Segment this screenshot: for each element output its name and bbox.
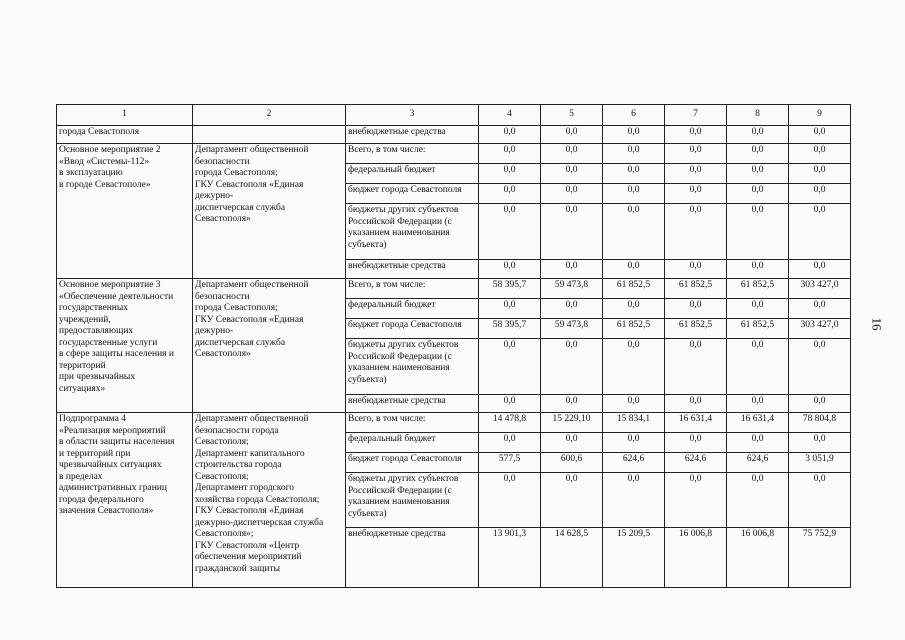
amount-cell: 0,0: [479, 473, 541, 528]
amount-cell: 0,0: [603, 184, 665, 204]
amount-cell: 78 804,8: [789, 413, 851, 433]
funding-source-cell: внебюджетные средства: [346, 260, 479, 279]
amount-cell: 0,0: [479, 164, 541, 184]
amount-cell: 0,0: [727, 204, 789, 260]
table-row: [57, 144, 851, 164]
funding-source-cell: федеральный бюджет: [346, 433, 479, 453]
program-name-line: «Обеспечение деятельности: [59, 291, 174, 302]
amount-cell: 0,0: [727, 184, 789, 204]
amount-cell: 75 752,9: [789, 528, 851, 588]
executor-line: города Севастополя;: [195, 303, 278, 313]
funding-source-cell: бюджет города Севастополя: [346, 319, 479, 339]
program-name-line: значения Севастополя»: [59, 506, 154, 516]
program-name-line: в пределах: [59, 471, 103, 482]
executor-line: Департамент капитального: [195, 448, 305, 459]
amount-cell: 0,0: [727, 164, 789, 184]
table-row: [57, 413, 851, 433]
funding-source-cell: федеральный бюджет: [346, 164, 479, 184]
program-name-line: и территорий при: [59, 448, 131, 459]
executor-line: Департамент общественной: [195, 414, 309, 424]
amount-cell: 0,0: [789, 204, 851, 260]
amount-cell: 0,0: [603, 339, 665, 395]
program-name-line: «Реализация мероприятий: [59, 425, 166, 436]
amount-cell: 3 051,9: [789, 453, 851, 473]
amount-cell: 0,0: [665, 126, 727, 144]
amount-cell: 16 006,8: [727, 528, 789, 588]
amount-cell: 0,0: [541, 144, 603, 164]
funding-source-cell: Всего, в том числе:: [346, 144, 479, 164]
amount-cell: 303 427,0: [789, 319, 851, 339]
amount-cell: 624,6: [603, 453, 665, 473]
amount-cell: 0,0: [789, 433, 851, 453]
funding-source-cell: Всего, в том числе:: [346, 413, 479, 433]
program-name-line: государственные услуги: [59, 337, 158, 348]
executor-cell: [193, 126, 346, 144]
table-row: [57, 126, 851, 144]
executor-line: Севастополя»: [195, 214, 251, 224]
amount-cell: 0,0: [541, 204, 603, 260]
amount-cell: 0,0: [665, 144, 727, 164]
header-cell: 4: [479, 105, 541, 126]
amount-cell: 0,0: [479, 339, 541, 395]
executor-cell: [193, 413, 346, 588]
executor-line: безопасности города: [195, 425, 279, 436]
amount-cell: 14 628,5: [541, 528, 603, 588]
amount-cell: 0,0: [727, 339, 789, 395]
executor-line: диспетчерская служба: [195, 202, 286, 213]
executor-line: строительства города: [195, 460, 282, 470]
amount-cell: 15 229,10: [541, 413, 603, 433]
amount-cell: 0,0: [665, 204, 727, 260]
amount-cell: 0,0: [665, 339, 727, 395]
amount-cell: 0,0: [789, 395, 851, 413]
funding-source-cell: Всего, в том числе:: [346, 279, 479, 299]
header-cell: 6: [603, 105, 665, 126]
amount-cell: 0,0: [541, 184, 603, 204]
amount-cell: 16 006,8: [665, 528, 727, 588]
executor-cell: [193, 279, 346, 413]
amount-cell: 0,0: [603, 204, 665, 260]
executor-line: Севастополя»: [195, 349, 251, 359]
amount-cell: 59 473,8: [541, 319, 603, 339]
amount-cell: 0,0: [665, 473, 727, 528]
amount-cell: 0,0: [665, 433, 727, 453]
program-name-line: административных границ: [59, 483, 167, 493]
amount-cell: 15 209,5: [603, 528, 665, 588]
program-name-line: Подпрограмма 4: [59, 414, 126, 424]
program-name-line: в эксплуатацию: [59, 168, 123, 178]
program-name-line: «Ввод «Системы-112»: [59, 156, 150, 167]
amount-cell: 58 395,7: [479, 279, 541, 299]
executor-line: ГКУ Севастополя «Центр: [195, 540, 300, 551]
funding-source-cell: внебюджетные средства: [346, 528, 479, 588]
header-row: [57, 105, 851, 126]
funding-source-cell: внебюджетные средства: [346, 395, 479, 413]
amount-cell: 577,5: [479, 453, 541, 473]
amount-cell: 0,0: [727, 144, 789, 164]
amount-cell: 0,0: [665, 260, 727, 279]
amount-cell: 0,0: [541, 395, 603, 413]
amount-cell: 0,0: [727, 260, 789, 279]
amount-cell: 0,0: [479, 299, 541, 319]
amount-cell: 0,0: [603, 164, 665, 184]
page-number: 16: [869, 317, 885, 331]
amount-cell: 0,0: [665, 164, 727, 184]
amount-cell: 16 631,4: [727, 413, 789, 433]
amount-cell: 0,0: [665, 184, 727, 204]
header-cell: 5: [541, 105, 603, 126]
executor-line: дежурно-: [195, 326, 234, 336]
table-row: [57, 279, 851, 299]
amount-cell: 61 852,5: [603, 279, 665, 299]
executor-line: дежурно-диспетчерская служба: [195, 517, 324, 528]
amount-cell: 0,0: [479, 433, 541, 453]
program-name-line: города Севастополя: [59, 127, 140, 137]
amount-cell: 15 834,1: [603, 413, 665, 433]
amount-cell: 0,0: [603, 260, 665, 279]
program-name-line: города федерального: [59, 494, 144, 505]
executor-line: Департамент общественной: [195, 145, 309, 155]
amount-cell: 0,0: [479, 395, 541, 413]
amount-cell: 0,0: [603, 126, 665, 144]
amount-cell: 0,0: [479, 204, 541, 260]
executor-line: безопасности: [195, 156, 250, 167]
executor-line: ГКУ Севастополя «Единая: [195, 506, 304, 516]
amount-cell: 0,0: [789, 126, 851, 144]
amount-cell: 0,0: [603, 473, 665, 528]
amount-cell: 61 852,5: [603, 319, 665, 339]
program-name-cell: [57, 126, 193, 144]
executor-line: Севастополя»;: [195, 529, 254, 539]
funding-source-cell: бюджеты других субъектов Российской Федерации (с указанием наименования субъекта): [346, 339, 479, 395]
executor-line: Севастополя;: [195, 437, 249, 447]
amount-cell: 303 427,0: [789, 279, 851, 299]
executor-line: обеспечения мероприятий: [195, 552, 302, 562]
amount-cell: 61 852,5: [727, 279, 789, 299]
amount-cell: 13 901,3: [479, 528, 541, 588]
amount-cell: 0,0: [789, 164, 851, 184]
executor-line: дежурно-: [195, 191, 234, 201]
amount-cell: 0,0: [541, 260, 603, 279]
executor-line: диспетчерская служба: [195, 337, 286, 348]
amount-cell: 0,0: [541, 433, 603, 453]
executor-line: ГКУ Севастополя «Единая: [195, 314, 304, 325]
header-cell: 8: [727, 105, 789, 126]
program-name-line: в области защиты населения: [59, 437, 175, 447]
program-name-line: предоставляющих: [59, 326, 134, 336]
program-name-line: Основное мероприятие 2: [59, 145, 161, 155]
executor-line: Севастополя;: [195, 471, 249, 482]
amount-cell: 0,0: [727, 299, 789, 319]
amount-cell: 0,0: [479, 126, 541, 144]
amount-cell: 0,0: [603, 299, 665, 319]
executor-line: города Севастополя;: [195, 168, 278, 178]
amount-cell: 600,6: [541, 453, 603, 473]
amount-cell: 0,0: [603, 433, 665, 453]
amount-cell: 624,6: [665, 453, 727, 473]
program-name-cell: [57, 144, 193, 279]
amount-cell: 61 852,5: [727, 319, 789, 339]
funding-source-cell: бюджеты других субъектов Российской Федерации (с указанием наименования субъекта): [346, 473, 479, 528]
amount-cell: 61 852,5: [665, 279, 727, 299]
amount-cell: 0,0: [727, 433, 789, 453]
amount-cell: 58 395,7: [479, 319, 541, 339]
amount-cell: 0,0: [727, 395, 789, 413]
amount-cell: 0,0: [603, 395, 665, 413]
program-name-line: при чрезвычайных: [59, 372, 136, 382]
executor-line: гражданской защиты: [195, 563, 281, 574]
executor-line: ГКУ Севастополя «Единая: [195, 179, 304, 190]
amount-cell: 0,0: [789, 184, 851, 204]
amount-cell: 0,0: [665, 299, 727, 319]
amount-cell: 0,0: [665, 395, 727, 413]
funding-source-cell: федеральный бюджет: [346, 299, 479, 319]
amount-cell: 0,0: [541, 164, 603, 184]
amount-cell: 16 631,4: [665, 413, 727, 433]
funding-source-cell: бюджеты других субъектов Российской Федерации (с указанием наименования субъекта): [346, 204, 479, 260]
amount-cell: 0,0: [479, 184, 541, 204]
amount-cell: 0,0: [789, 144, 851, 164]
program-name-line: чрезвычайных ситуациях: [59, 460, 162, 470]
header-cell: 9: [789, 105, 851, 126]
program-name-line: ситуациях»: [59, 383, 106, 394]
program-name-line: учреждений,: [59, 314, 111, 325]
program-name-line: территорий: [59, 360, 106, 371]
program-name-line: в городе Севастополе»: [59, 179, 151, 190]
amount-cell: 0,0: [789, 260, 851, 279]
funding-source-cell: бюджет города Севастополя: [346, 453, 479, 473]
budget-table: [56, 104, 851, 588]
amount-cell: 61 852,5: [665, 319, 727, 339]
executor-line: безопасности: [195, 291, 250, 302]
executor-line: Департамент городского: [195, 483, 295, 493]
amount-cell: 0,0: [541, 126, 603, 144]
amount-cell: 624,6: [727, 453, 789, 473]
amount-cell: 0,0: [789, 473, 851, 528]
program-name-cell: [57, 413, 193, 588]
amount-cell: 0,0: [541, 339, 603, 395]
amount-cell: 0,0: [479, 260, 541, 279]
funding-source-cell: внебюджетные средства: [346, 126, 479, 144]
header-cell: 7: [665, 105, 727, 126]
amount-cell: 0,0: [603, 144, 665, 164]
header-cell: 2: [193, 105, 346, 126]
header-cell: 1: [57, 105, 193, 126]
amount-cell: 0,0: [789, 339, 851, 395]
funding-source-cell: бюджет города Севастополя: [346, 184, 479, 204]
program-name-line: государственных: [59, 303, 129, 313]
header-cell: 3: [346, 105, 479, 126]
executor-cell: [193, 144, 346, 279]
amount-cell: 0,0: [479, 144, 541, 164]
amount-cell: 0,0: [727, 473, 789, 528]
amount-cell: 0,0: [727, 126, 789, 144]
program-name-line: Основное мероприятие 3: [59, 280, 161, 290]
program-name-line: в сфере защиты населения и: [59, 349, 174, 359]
amount-cell: 0,0: [541, 299, 603, 319]
program-name-cell: [57, 279, 193, 413]
amount-cell: 0,0: [541, 473, 603, 528]
amount-cell: 59 473,8: [541, 279, 603, 299]
amount-cell: 0,0: [789, 299, 851, 319]
amount-cell: 14 478,8: [479, 413, 541, 433]
executor-line: Департамент общественной: [195, 280, 309, 290]
executor-line: хозяйства города Севастополя;: [195, 494, 320, 505]
